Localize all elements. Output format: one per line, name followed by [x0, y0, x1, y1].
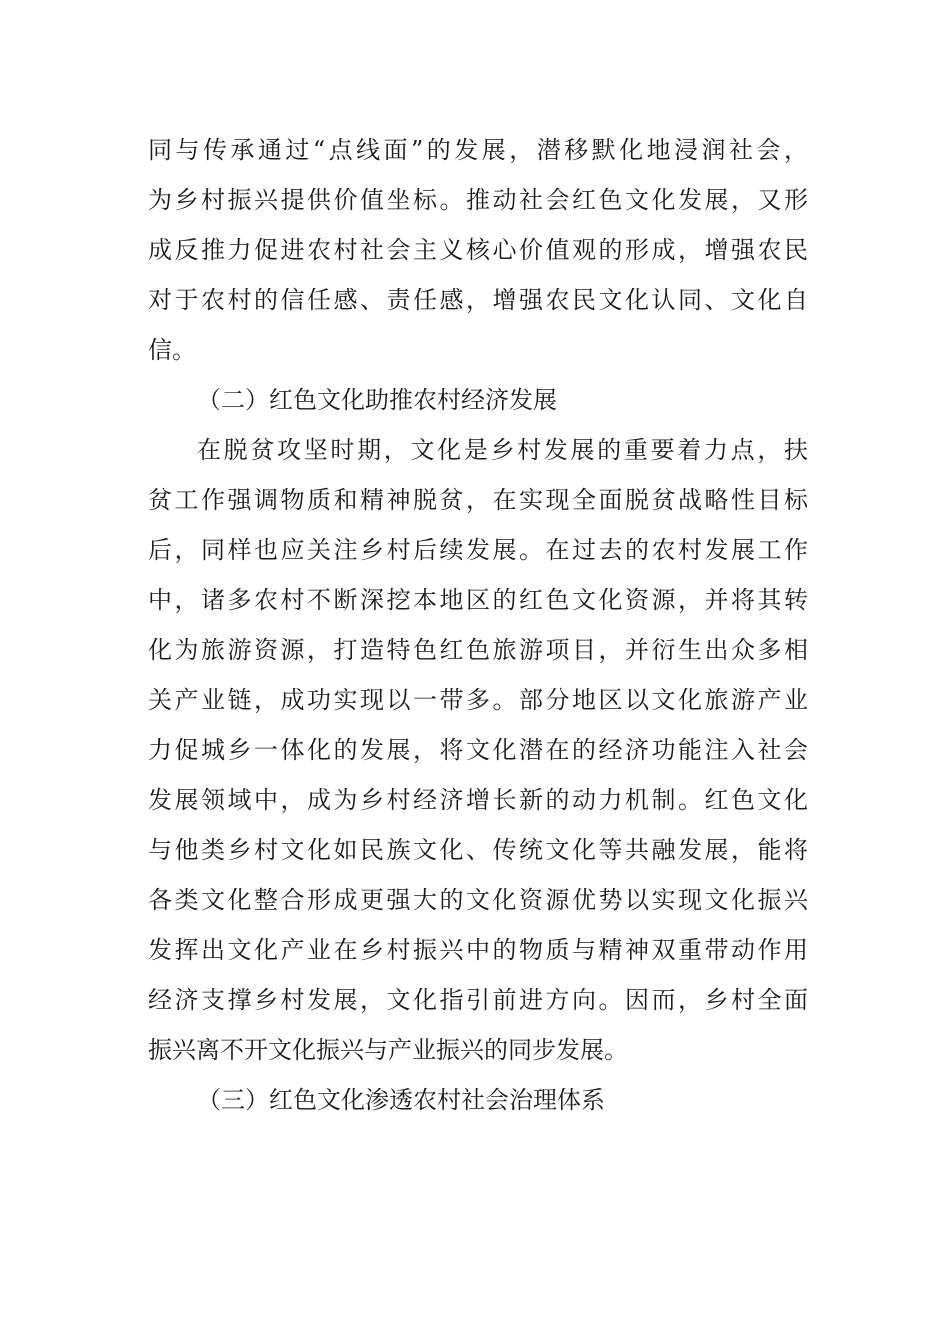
paragraph-line: 经济支撑乡村发展，文化指引前进方向。因而，乡村全面 — [148, 986, 808, 1014]
paragraph-line: 后，同样也应关注乡村后续发展。在过去的农村发展工作 — [148, 536, 808, 564]
paragraph-line: 化为旅游资源，打造特色红色旅游项目，并衍生出众多相 — [148, 636, 808, 664]
paragraph-line: 发展领域中，成为乡村经济增长新的动力机制。红色文化 — [148, 786, 808, 814]
paragraph-line: 与他类乡村文化如民族文化、传统文化等共融发展，能将 — [148, 836, 808, 864]
paragraph-line: 在脱贫攻坚时期，文化是乡村发展的重要着力点，扶 — [197, 436, 808, 464]
paragraph-line: 振兴离不开文化振兴与产业振兴的同步发展。 — [148, 1036, 628, 1064]
paragraph-line: 贫工作强调物质和精神脱贫，在实现全面脱贫战略性目标 — [148, 486, 808, 514]
paragraph-line: 同与传承通过“点线面”的发展，潜移默化地浸润社会， — [148, 136, 808, 164]
paragraph-line: 成反推力促进农村社会主义核心价值观的形成，增强农民 — [148, 236, 808, 264]
paragraph-line: 对于农村的信任感、责任感，增强农民文化认同、文化自 — [148, 286, 808, 314]
paragraph-line: 关产业链，成功实现以一带多。部分地区以文化旅游产业 — [148, 686, 808, 714]
paragraph-line: 中，诸多农村不断深挖本地区的红色文化资源，并将其转 — [148, 586, 808, 614]
paragraph-line: 力促城乡一体化的发展，将文化潜在的经济功能注入社会 — [148, 736, 808, 764]
section-heading: （二）红色文化助推农村经济发展 — [197, 386, 557, 414]
section-heading: （三）红色文化渗透农村社会治理体系 — [197, 1086, 605, 1114]
paragraph-line: 各类文化整合形成更强大的文化资源优势以实现文化振兴 — [148, 886, 808, 914]
paragraph-line: 为乡村振兴提供价值坐标。推动社会红色文化发展，又形 — [148, 186, 808, 214]
paragraph-line: 发挥出文化产业在乡村振兴中的物质与精神双重带动作用 — [148, 936, 808, 964]
paragraph-line: 信。 — [148, 336, 196, 364]
